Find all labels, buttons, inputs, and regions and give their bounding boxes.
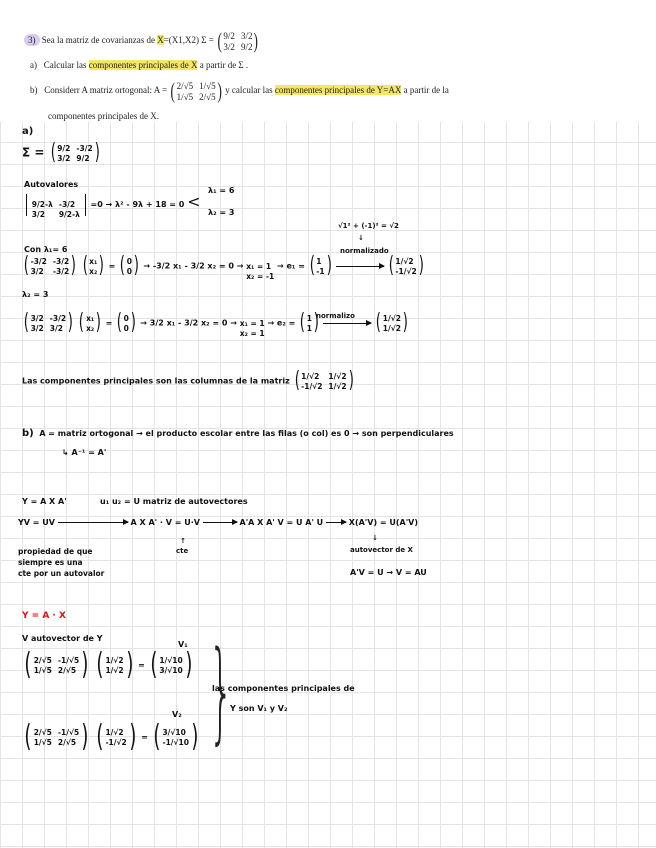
determinant-equation: 9/2-λ -3/2 3/2 9/2-λ =0 → λ² - 9λ + 18 = 0 <: [24, 192, 201, 219]
highlight-cp-y: componentes principales de Y=AX: [274, 85, 402, 96]
normalizado-label: normalizado: [340, 247, 389, 255]
right-brace: }: [208, 627, 234, 755]
v-title: V autovector de Y: [22, 634, 103, 643]
lambda2-heading: λ₂ = 3: [22, 290, 49, 299]
part-a-label: a): [22, 126, 34, 137]
derivation-chain: YV = UV A X A' · V = U·V A'A X A' V = U A' U X(A'V) = U(A'V): [18, 518, 419, 527]
down-arrow: ↓: [358, 234, 364, 242]
system-lambda1: ( -3/2 -3/2 3/2 -3/2 ) ( x₁ x₂ ) = ( 0 0 ) → -3/2 x₁ - 3/2 x₂ = 0 → x₁ = 1 x₂ = -1 → e₁ = ( 1 -1 ) ( 1/√2 -1/√2 ): [23, 253, 424, 281]
sigma-handwritten: Σ = ( 9/2 -3/2 3/2 9/2 ): [22, 140, 100, 165]
con-lambda1: Con λ₁= 6: [24, 245, 68, 254]
part-b-line1: b) A = matriz ortogonal → el producto escolar entre las filas (o col) es 0 → son perpendiculares: [22, 428, 454, 439]
y-equation: Y = A X A': [22, 497, 67, 506]
autovector-x-label: autovector de X: [350, 546, 413, 554]
down-arrow-2: ↓: [372, 534, 378, 542]
product-v2: ( 2/√5 -1/√5 1/√5 2/√5 ) ( 1/√2 -1/√2 ) = ( 3/√10 -1/√10 ): [24, 719, 199, 754]
final-equation: A'V = U → V = AU: [350, 568, 427, 577]
highlight-x: X: [157, 35, 164, 46]
problem-line-1: 3) Sea la matriz de covarianzas de X=(X1,X2) Σ = ( 9/2 3/2 3/2 9/2 ): [24, 30, 260, 52]
autovalores-title: Autovalores: [24, 180, 79, 189]
cte-label: cte: [176, 547, 189, 555]
item-number-badge: 3): [24, 34, 40, 46]
normalizo-label: normalizo: [316, 312, 355, 320]
lambda-1-value: λ₁ = 6: [208, 186, 235, 195]
highlight-cp-x: componentes principales de X: [88, 60, 198, 70]
conclusion-b-1: las componentes principales de: [212, 684, 355, 693]
y-eq-red: Y = A · X: [22, 611, 66, 621]
lambda-2-value: λ₂ = 3: [208, 208, 235, 217]
A-matrix: ( 2/√5 1/√5 1/√5 2/√5 ): [170, 78, 222, 103]
sigma-matrix: ( 9/2 3/2 3/2 9/2 ): [217, 28, 259, 53]
problem-line-b: b) Considerr A matriz ortogonal: A = ( 2/√5 1/√5 1/√5 2/√5 ) y calcular las componentes principales de Y=AX a partir de la: [30, 78, 449, 103]
norm-formula: √1² + (-1)² = √2: [338, 222, 399, 230]
v1-label: V₁: [178, 640, 188, 649]
problem-line-b2: componentes principales de X.: [48, 111, 159, 121]
u-matrix-text: u₁ u₂ = U matriz de autovectores: [100, 497, 248, 506]
cp-conclusion-a: Las componentes principales son las columnas de la matriz ( 1/√2 1/√2 -1/√2 1/√2 ): [22, 368, 354, 393]
problem-line-a: a) Calcular las componentes principales de X a partir de Σ .: [30, 60, 249, 70]
property-note: propiedad de que siempre es una cte por un autovalor: [18, 547, 105, 578]
v2-label: V₂: [172, 710, 182, 719]
product-v1: ( 2/√5 -1/√5 1/√5 2/√5 ) ( 1/√2 1/√2 ) = ( 1/√10 3/√10 ): [24, 647, 193, 682]
cte-arrow: ↑: [180, 537, 186, 545]
system-lambda2: ( 3/2 -3/2 3/2 3/2 ) ( x₁ x₂ ) = ( 0 0 ) → 3/2 x₁ - 3/2 x₂ = 0 → x₁ = 1 x₂ = 1 → e₂ = ( 1 1 ) ( 1/√2 1/√2 ): [23, 310, 408, 338]
part-b-line2: ↳ A⁻¹ = A': [62, 448, 107, 457]
conclusion-b-2: Y son V₁ y V₂: [230, 704, 288, 713]
